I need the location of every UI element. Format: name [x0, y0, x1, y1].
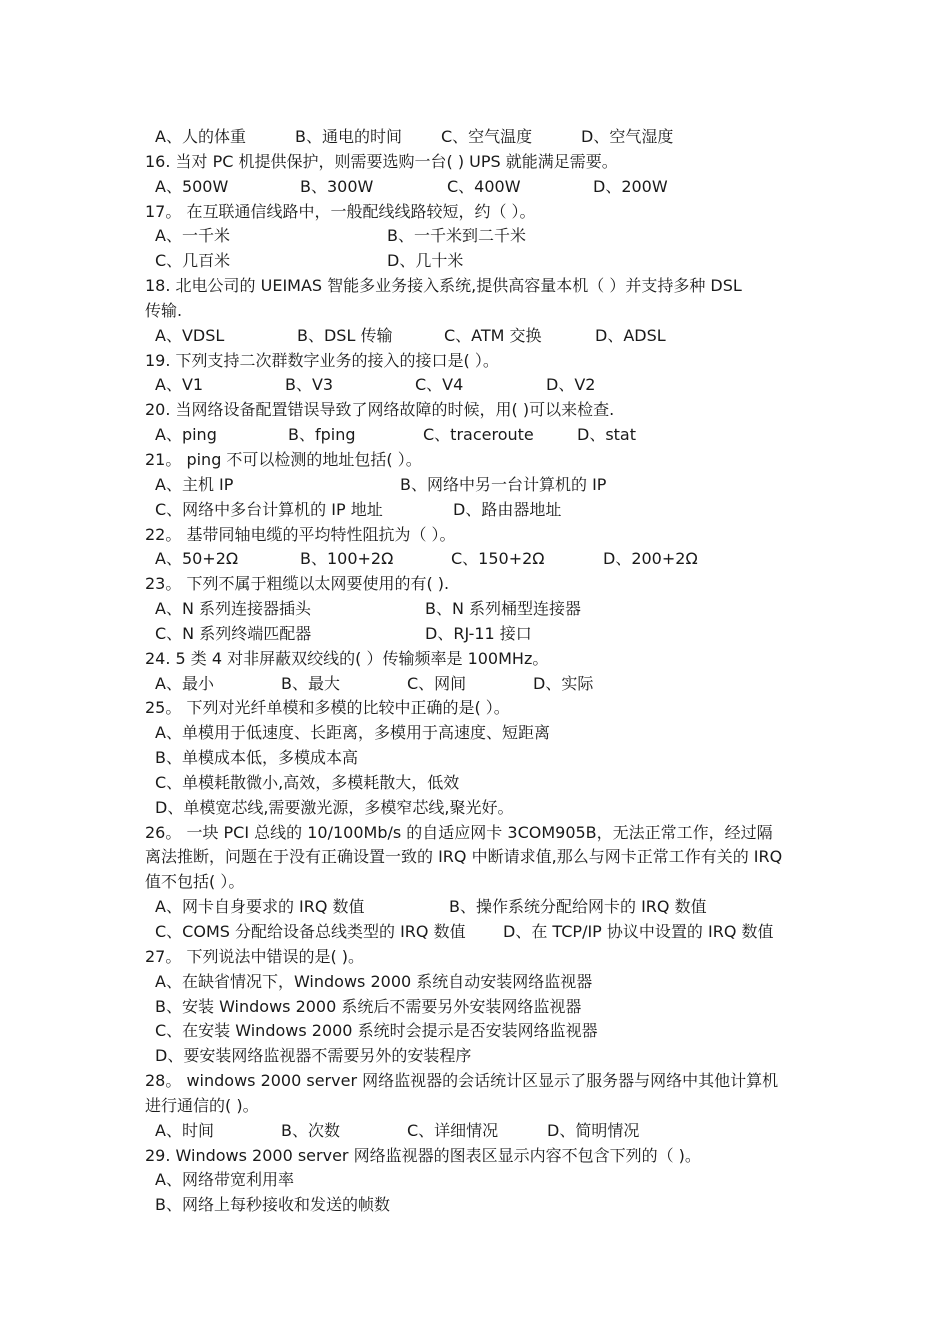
answer-option: A、V1 [155, 375, 204, 395]
answer-option: C、几百米 [155, 251, 231, 271]
question-line: 20. 当网络设备配置错误导致了网络故障的时候，用( )可以来检查. [145, 400, 615, 420]
answer-option: A、网络带宽利用率 [155, 1170, 294, 1190]
question-line: 进行通信的( )。 [145, 1095, 259, 1115]
answer-option: D、要安装网络监视器不需要另外的安装程序 [155, 1046, 472, 1066]
question-line: 29. Windows 2000 server 网络监视器的图表区显示内容不包含下列的（ )。 [145, 1145, 701, 1165]
options-row [145, 373, 825, 398]
options-row [145, 1019, 825, 1044]
answer-option: D、stat [577, 425, 637, 445]
answer-option: B、网络上每秒接收和发送的帧数 [155, 1195, 390, 1215]
question-line: 24. 5 类 4 对非屏蔽双绞线的( ）传输频率是 100MHz。 [145, 648, 549, 668]
options-row [145, 473, 825, 498]
question-line: 18. 北电公司的 UEIMAS 智能多业务接入系统,提供高容量本机（ ）并支持多种 DSL [145, 276, 742, 296]
answer-option: C、traceroute [423, 425, 534, 445]
answer-option: C、ATM 交换 [444, 325, 542, 345]
options-row [145, 721, 825, 746]
options-row [145, 224, 825, 249]
question-line: 23。 下列不属于粗缆以太网要使用的有( ). [145, 574, 450, 594]
options-row [145, 597, 825, 622]
answer-option: D、单模宽芯线,需要激光源，多模窄芯线,聚光好。 [155, 797, 514, 817]
options-row [145, 672, 825, 697]
question-line: 值不包括( ）。 [145, 872, 245, 892]
options-row [145, 1044, 825, 1069]
options-row [145, 622, 825, 647]
options-row [145, 920, 825, 945]
answer-option: B、最大 [281, 673, 340, 693]
options-row [145, 1119, 825, 1144]
answer-option: C、COMS 分配给设备总线类型的 IRQ 数值 [155, 922, 466, 941]
answer-option: B、DSL 传输 [297, 325, 393, 345]
answer-option: B、一千米到二千米 [387, 226, 526, 246]
options-row [145, 125, 825, 150]
options-row [145, 895, 825, 920]
answer-option: D、ADSL [595, 325, 666, 345]
answer-option: A、VDSL [155, 325, 225, 345]
options-row [145, 249, 825, 274]
answer-option: D、在 TCP/IP 协议中设置的 IRQ 数值 [503, 922, 774, 941]
answer-option: B、操作系统分配给网卡的 IRQ 数值 [449, 897, 707, 917]
question-line: 28。 windows 2000 server 网络监视器的会话统计区显示了服务器与网络中其他计算机 [145, 1071, 779, 1091]
answer-option: B、300W [300, 176, 374, 196]
answer-option: C、N 系列终端匹配器 [155, 623, 312, 643]
question-line: 17。 在互联通信线路中，一般配线线路较短，约（ ）。 [145, 201, 536, 221]
answer-option: A、网卡自身要求的 IRQ 数值 [155, 897, 365, 917]
answer-option: A、500W [155, 176, 229, 196]
answer-option: B、fping [288, 425, 356, 445]
answer-option: B、V3 [285, 375, 334, 395]
options-row [145, 423, 825, 448]
answer-option: D、RJ-11 接口 [425, 623, 532, 643]
answer-option: A、单模用于低速度、长距离，多模用于高速度、短距离 [155, 723, 550, 743]
question-line: 26。 一块 PCI 总线的 10/100Mb/s 的自适应网卡 3COM905B，无法正常工作，经过隔 [145, 822, 773, 842]
question-line: 19. 下列支持二次群数字业务的接入的接口是( ）。 [145, 350, 499, 370]
question-line: 22。 基带同轴电缆的平均特性阻抗为（ ）。 [145, 524, 456, 544]
answer-option: B、次数 [281, 1120, 340, 1140]
question-line: 27。 下列说法中错误的是( )。 [145, 946, 365, 966]
answer-option: C、在安装 Windows 2000 系统时会提示是否安装网络监视器 [155, 1021, 598, 1041]
answer-option: B、安装 Windows 2000 系统后不需要另外安装网络监视器 [155, 996, 582, 1016]
question-line: 21。 ping 不可以检测的地址包括( ）。 [145, 449, 422, 469]
options-row [145, 1193, 825, 1218]
options-row [145, 970, 825, 995]
answer-option: D、空气湿度 [581, 127, 674, 146]
answer-option: B、100+2Ω [300, 549, 394, 569]
options-row [145, 547, 825, 572]
answer-option: A、最小 [155, 673, 214, 693]
answer-option: B、N 系列桶型连接器 [425, 599, 582, 619]
options-row [145, 796, 825, 821]
answer-option: D、几十米 [387, 251, 464, 271]
options-row [145, 771, 825, 796]
answer-option: D、V2 [546, 375, 596, 395]
question-line: 传输. [145, 300, 183, 320]
options-row [145, 995, 825, 1020]
answer-option: C、详细情况 [407, 1120, 499, 1140]
answer-option: B、网络中另一台计算机的 IP [400, 474, 607, 494]
answer-option: D、200W [593, 176, 668, 196]
answer-option: C、网间 [407, 673, 467, 693]
question-line: 16. 当对 PC 机提供保护，则需要选购一台( ) UPS 就能满足需要。 [145, 151, 618, 171]
answer-option: D、200+2Ω [603, 549, 698, 569]
answer-option: D、路由器地址 [453, 499, 562, 519]
question-line: 25。 下列对光纤单模和多模的比较中正确的是( ）。 [145, 698, 510, 718]
answer-option: A、时间 [155, 1120, 214, 1140]
answer-option: D、实际 [533, 673, 594, 693]
answer-option: A、ping [155, 425, 217, 445]
answer-option: A、N 系列连接器插头 [155, 599, 312, 619]
answer-option: A、在缺省情况下，Windows 2000 系统自动安装网络监视器 [155, 971, 593, 991]
question-list [145, 125, 825, 1218]
answer-option: A、一千米 [155, 226, 230, 246]
answer-option: A、50+2Ω [155, 549, 239, 569]
options-row [145, 1168, 825, 1193]
answer-option: B、通电的时间 [295, 127, 402, 146]
options-row [145, 498, 825, 523]
answer-option: C、单模耗散微小,高效，多模耗散大，低效 [155, 772, 460, 792]
answer-option: D、简明情况 [547, 1120, 640, 1140]
answer-option: C、V4 [415, 375, 464, 395]
options-row [145, 746, 825, 771]
answer-option: C、150+2Ω [451, 549, 545, 569]
answer-option: A、主机 IP [155, 474, 234, 494]
question-line: 离法推断，问题在于没有正确设置一致的 IRQ 中断请求值,那么与网卡正常工作有关的 IRQ [145, 847, 783, 867]
options-row [145, 175, 825, 200]
answer-option: B、单模成本低，多模成本高 [155, 748, 358, 768]
answer-option: A、人的体重 [155, 127, 246, 146]
answer-option: C、400W [447, 176, 521, 196]
answer-option: C、空气温度 [441, 127, 533, 146]
answer-option: C、网络中多台计算机的 IP 地址 [155, 499, 383, 519]
options-row [145, 324, 825, 349]
